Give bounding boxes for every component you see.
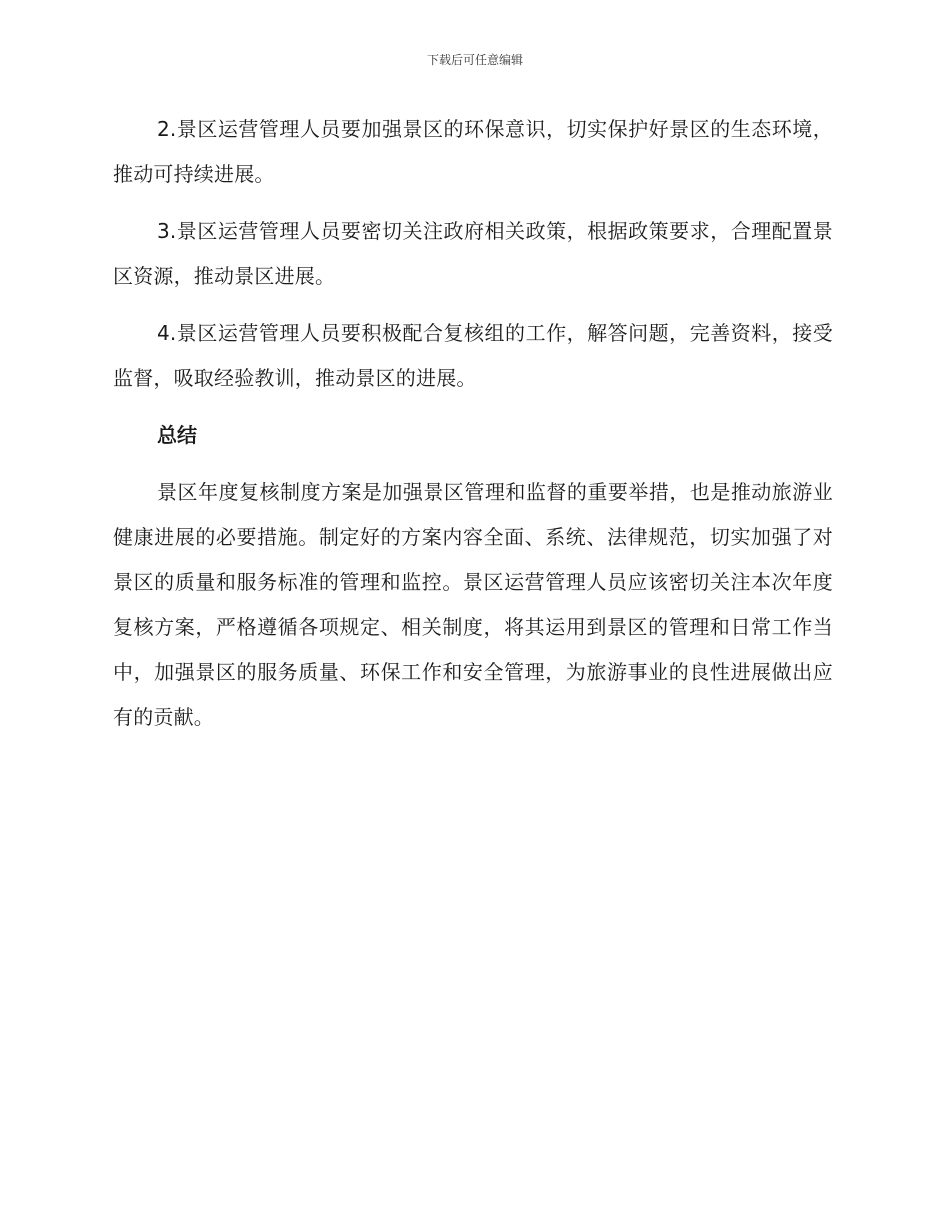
summary-heading: 总结 bbox=[157, 423, 197, 447]
paragraph-item-3: 3.景区运营管理人员要密切关注政府相关政策，根据政策要求，合理配置景区资源，推动景区进展。 bbox=[113, 219, 833, 288]
document-body bbox=[113, 107, 833, 740]
paragraph-item-2: 2.景区运营管理人员要加强景区的环保意识，切实保护好景区的生态环境，推动可持续进展。 bbox=[113, 117, 833, 186]
summary-paragraph: 景区年度复核制度方案是加强景区管理和监督的重要举措，也是推动旅游业健康进展的必要措施。制定好的方案内容全面、系统、法律规范，切实加强了对景区的质量和服务标准的管理和监控。景区运营管理人员应该密切关注本次年度复核方案，严格遵循各项规定、相关制度，将其运用到景区的管理和日常工作当中，加强景区的服务质量、环保工作和安全管理，为旅游事业的良性进展做出应有的贡献。 bbox=[113, 480, 833, 729]
paragraph-item-4: 4.景区运营管理人员要积极配合复核组的工作，解答问题，完善资料，接受监督，吸取经验教训，推动景区的进展。 bbox=[113, 321, 833, 390]
page-header: 下载后可任意编辑 bbox=[426, 53, 523, 67]
